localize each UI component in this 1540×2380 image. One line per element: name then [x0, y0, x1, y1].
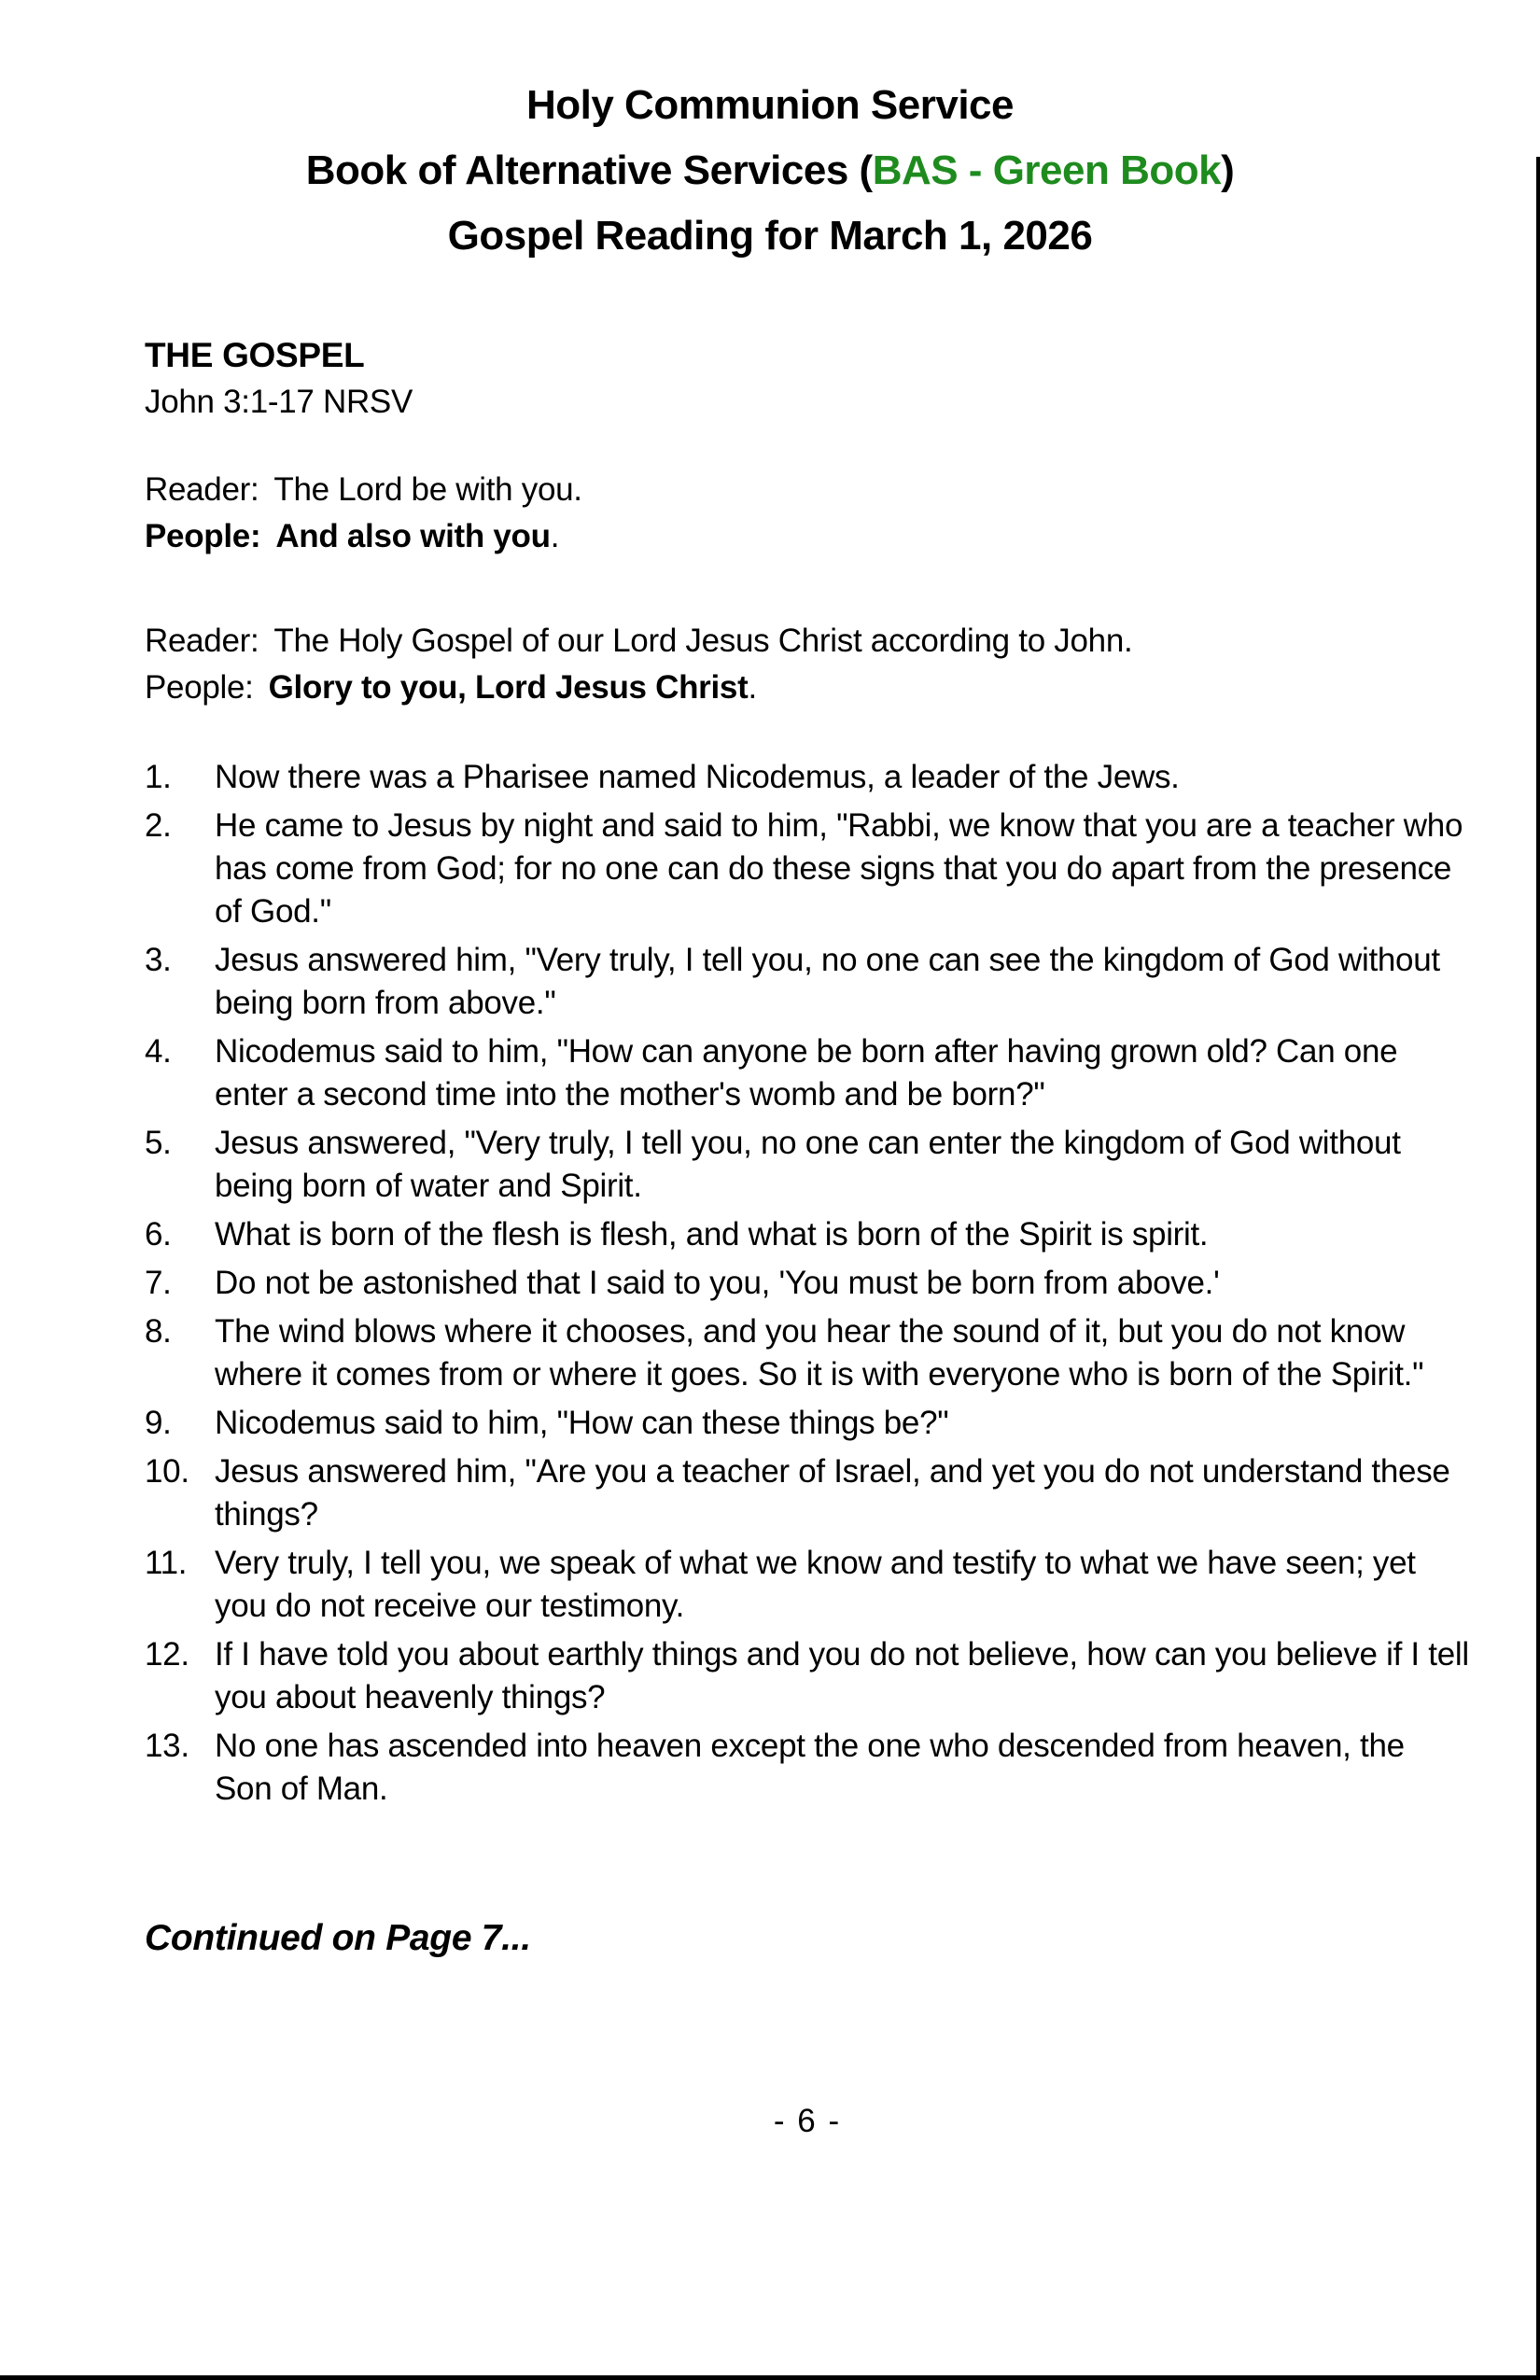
people-response-period: . [550, 518, 560, 554]
verse-item [145, 1450, 1470, 1536]
verse-item [145, 1310, 1470, 1396]
verse-item [145, 756, 1470, 799]
verse-item [145, 1213, 1470, 1256]
people-response: Glory to you, Lord Jesus Christ [268, 669, 749, 706]
verse-number: 7. [145, 1265, 172, 1301]
book-title-highlight: BAS - Green Book [872, 147, 1222, 193]
verse-number: 6. [145, 1216, 172, 1253]
verse-text: What is born of the flesh is flesh, and what is born of the Spirit is spirit. [215, 1216, 1209, 1253]
verse-number: 13. [145, 1728, 189, 1764]
verse-text: Very truly, I tell you, we speak of what we know and testify to what we have seen; yet you do not receive our testimony. [215, 1545, 1416, 1624]
scripture-reference: John 3:1-17 NRSV [145, 384, 413, 420]
people-label: People: [145, 669, 254, 706]
page-number: - 6 - [773, 2103, 842, 2139]
gospel-announcement-dialogue [145, 618, 1470, 711]
page-edge-right [1536, 157, 1540, 2380]
header-block [0, 0, 1540, 269]
verse-text: If I have told you about earthly things and you do not believe, how can you believe if I tell you about heavenly things? [215, 1636, 1469, 1715]
greeting-dialogue [145, 467, 1470, 560]
verse-text: The wind blows where it chooses, and you hear the sound of it, but you do not know where it comes from or where it goes. So it is with everyone who is born of the Spirit." [215, 1313, 1424, 1393]
gospel-heading: THE GOSPEL [145, 336, 365, 374]
verse-text: Now there was a Pharisee named Nicodemus, a leader of the Jews. [215, 759, 1180, 795]
verse-item [145, 805, 1470, 933]
verse-item [145, 1402, 1470, 1445]
book-title-prefix: Book of Alternative Services ( [305, 147, 873, 193]
verse-item [145, 1030, 1470, 1116]
verse-item [145, 1633, 1470, 1719]
verse-item [145, 1542, 1470, 1628]
reader-label: Reader: [145, 471, 259, 508]
verse-number: 5. [145, 1125, 172, 1161]
verse-number: 2. [145, 807, 172, 844]
verse-text: Jesus answered him, "Are you a teacher of Israel, and yet you do not understand these things? [215, 1453, 1450, 1533]
verse-text: Jesus answered him, "Very truly, I tell you, no one can see the kingdom of God without being born from above." [215, 942, 1440, 1021]
verse-number: 9. [145, 1405, 172, 1441]
verse-text: Do not be astonished that I said to you, 'You must be born from above.' [215, 1265, 1220, 1301]
people-line [145, 513, 1470, 560]
page-edge-bottom [0, 2375, 1540, 2380]
verse-text: No one has ascended into heaven except the one who descended from heaven, the Son of Man. [215, 1728, 1405, 1807]
verse-item [145, 1122, 1470, 1208]
verse-item [145, 939, 1470, 1025]
verse-text: He came to Jesus by night and said to him, "Rabbi, we know that you are a teacher who has come from God; for no one can do these signs that you do apart from the presence of God." [215, 807, 1463, 930]
verse-number: 4. [145, 1033, 172, 1070]
verse-list [145, 756, 1470, 1811]
reader-text: The Holy Gospel of our Lord Jesus Christ according to John. [273, 623, 1133, 659]
verse-item [145, 1262, 1470, 1305]
book-title [0, 138, 1540, 203]
people-label: People: [145, 518, 261, 554]
verse-number: 8. [145, 1313, 172, 1350]
verse-item [145, 1725, 1470, 1811]
reader-label: Reader: [145, 623, 259, 659]
verse-number: 1. [145, 759, 172, 795]
reader-line [145, 618, 1470, 665]
reader-text: The Lord be with you. [273, 471, 582, 508]
people-response-period: . [748, 669, 757, 706]
verse-number: 10. [145, 1453, 189, 1490]
reader-line [145, 467, 1470, 513]
service-title: Holy Communion Service [525, 82, 1014, 128]
verse-number: 3. [145, 942, 172, 978]
people-response: And also with you [275, 518, 551, 554]
reading-date-title: Gospel Reading for March 1, 2026 [447, 213, 1093, 259]
verse-text: Jesus answered, "Very truly, I tell you, no one can enter the kingdom of God without being born of water and Spirit. [215, 1125, 1401, 1204]
book-title-suffix: ) [1221, 147, 1235, 193]
verse-number: 11. [145, 1545, 188, 1581]
verse-text: Nicodemus said to him, "How can these things be?" [215, 1405, 949, 1441]
continued-note: Continued on Page 7... [145, 1918, 531, 1958]
page-body [145, 332, 1470, 2143]
verse-number: 12. [145, 1636, 189, 1673]
gospel-heading-block [145, 332, 1470, 426]
people-line [145, 665, 1470, 711]
verse-text: Nicodemus said to him, "How can anyone be born after having grown old? Can one enter a second time into the mother's womb and be born?" [215, 1033, 1398, 1113]
